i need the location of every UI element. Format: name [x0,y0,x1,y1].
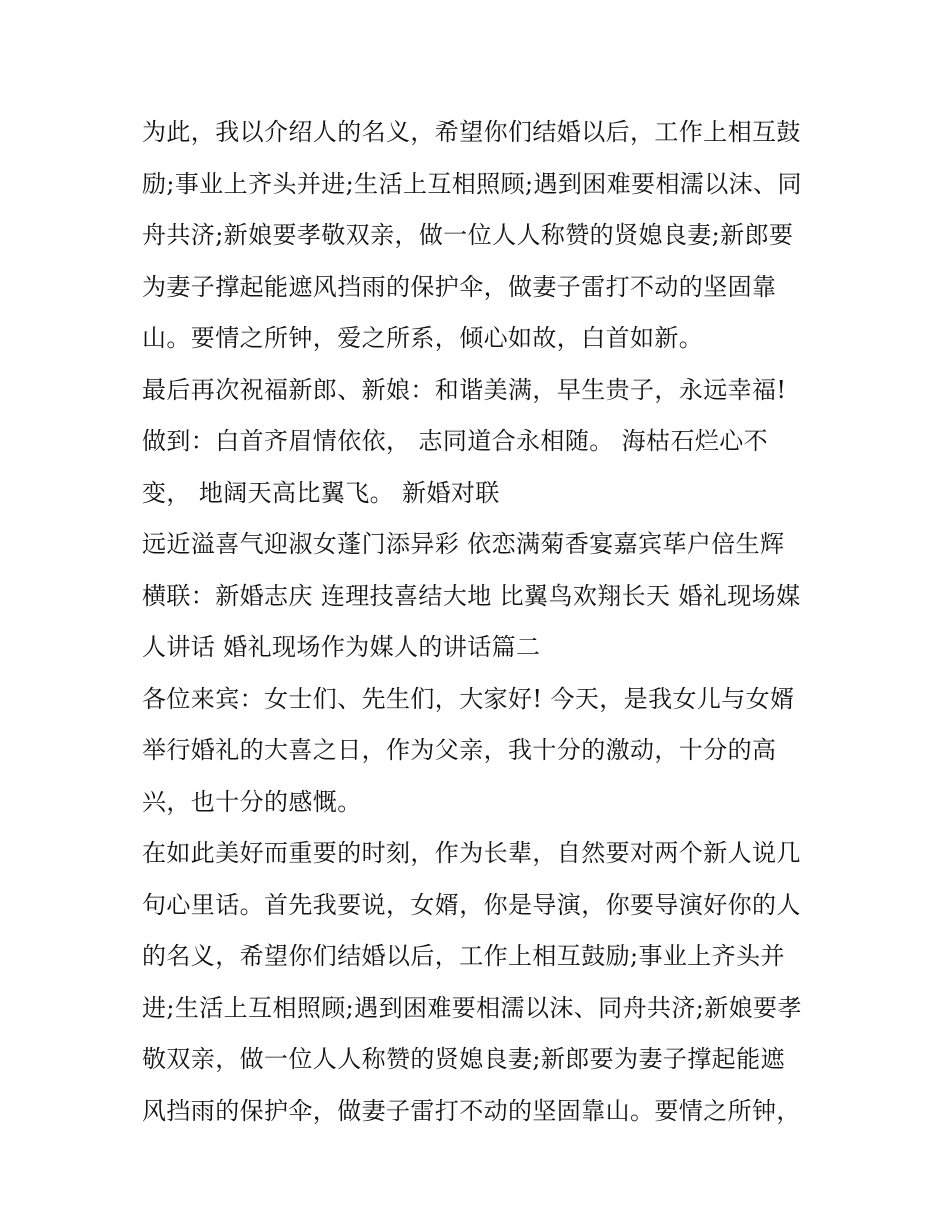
text-line: 进;生活上互相照顾;遇到困难要相濡以沫、同舟共济;新娘要孝 [142,993,802,1022]
text-line: 兴，也十分的感慨。 [142,787,362,816]
text-line: 为妻子撑起能遮风挡雨的保护伞，做妻子雷打不动的坚固靠 [142,272,777,301]
text-line: 做到：白首齐眉情依依， 志同道合永相随。 海枯石烂心不 [142,427,769,455]
text-line: 励;事业上齐头并进;生活上互相照顾;遇到困难要相濡以沫、同 [142,169,802,198]
text-line: 为此，我以介绍人的名义，希望你们结婚以后，工作上相互鼓 [142,118,801,146]
text-line: 在如此美好而重要的时刻，作为长辈，自然要对两个新人说几 [142,839,801,867]
text-line: 敬双亲，做一位人人称赞的贤媳良妻;新郎要为妻子撑起能遮 [142,1045,785,1073]
text-line: 各位来宾：女士们、先生们，大家好! 今天，是我女儿与女婿 [142,684,795,713]
text-line: 最后再次祝福新郎、新娘：和谐美满，早生贵子，永远幸福! [142,375,787,404]
text-line: 山。要情之所钟，爱之所系，倾心如故，白首如新。 [142,324,704,352]
text-line: 举行婚礼的大喜之日，作为父亲，我十分的激动，十分的高 [142,736,777,764]
text-line: 横联：新婚志庆 连理技喜结大地 比翼鸟欢翔长天 婚礼现场媒 [142,581,801,610]
text-line: 风挡雨的保护伞，做妻子雷打不动的坚固靠山。要情之所钟， [142,1096,801,1125]
text-line: 句心里话。首先我要说，女婿，你是导演，你要导演好你的人 [142,890,801,919]
text-line: 远近溢喜气迎淑女蓬门添异彩 依恋满菊香宴嘉宾荜户倍生辉 [142,530,785,558]
text-line: 变， 地阔天高比翼飞。 新婚对联 [142,478,500,507]
text-line: 人讲话 婚礼现场作为媒人的讲话篇二 [142,633,541,661]
text-line: 舟共济;新娘要孝敬双亲，做一位人人称赞的贤媳良妻;新郎要 [142,221,794,249]
text-line: 的名义，希望你们结婚以后，工作上相互鼓励;事业上齐头并 [142,942,785,970]
body-text [142,107,822,1137]
